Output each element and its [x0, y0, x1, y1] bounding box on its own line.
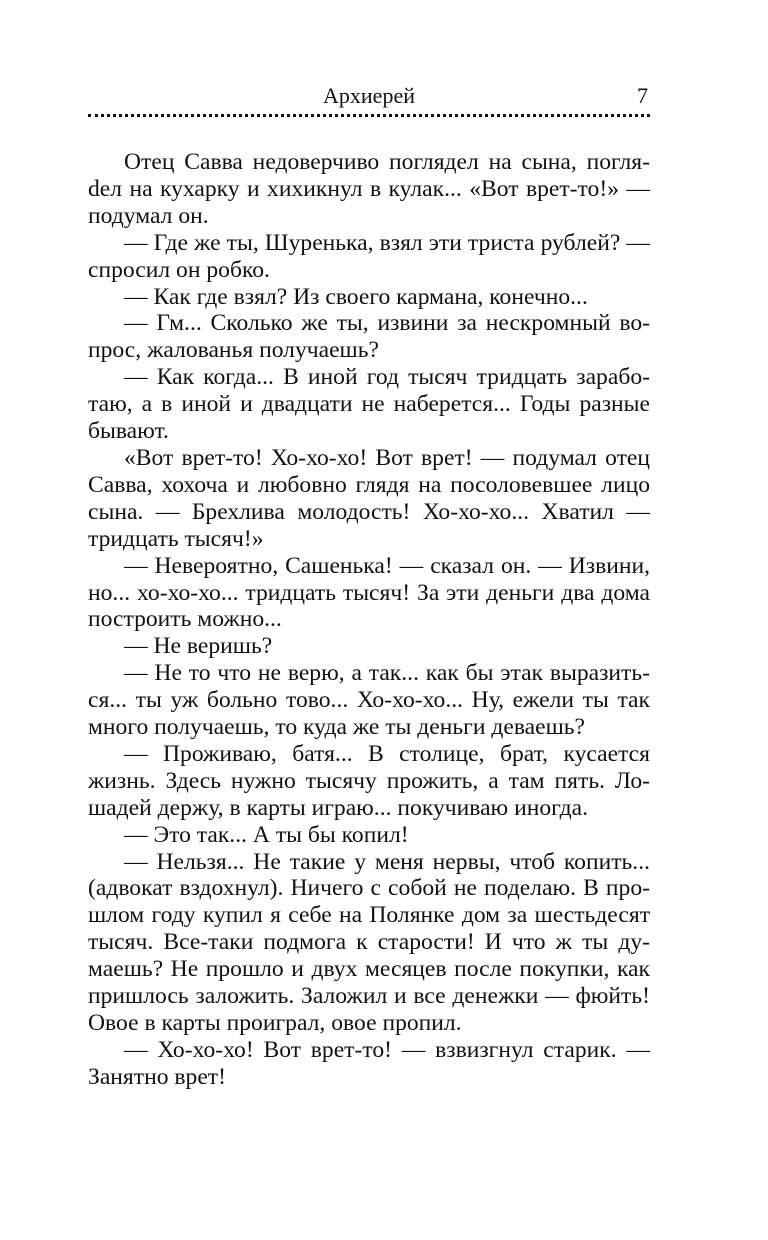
- paragraph: — Как когда... В иной год тысяч тридцать заработаю, а в иной и двадцати не наберется... Годы разные бывают.: [88, 364, 650, 445]
- paragraph: «Вот врет-то! Хо-хо-хо! Вот врет! — подумал отец Савва, хохоча и любовно глядя на посоловевшее лицо сына. — Брехлива молодость! Хо-хо-хо... Хватил — тридцать тысяч!»: [88, 444, 650, 552]
- book-page: [88, 82, 650, 1091]
- paragraph: — Не веришь?: [124, 633, 273, 660]
- body-text: [88, 149, 650, 1091]
- paragraph: — Нельзя... Не такие у меня нервы, чтоб копить... (адвокат вздохнул). Ничего с собой не поделаю. В прошлом году купил я себе на Полянке дом за шестьдесят тысяч. Все-таки подмога к старости! И что ж ты думаешь? Не прошло и двух месяцев после покупки, как пришлось заложить. Заложил и все денежки — фюйть! Овое в карты проиграл, овое пропил.: [88, 848, 650, 1036]
- paragraph: — Гм... Сколько же ты, извини за нескромный вопрос, жалованья получаешь?: [88, 310, 650, 364]
- paragraph: — Не то что не верю, а так... как бы этак выразиться... ты уж больно тово... Хо-хо-хо... Ну, ежели ты так много получаешь, то куда же ты деньги деваешь?: [88, 660, 650, 741]
- header-dotted-rule: [88, 114, 650, 117]
- paragraph: — Как где взял? Из своего кармана, конечно...: [124, 283, 588, 310]
- paragraph: — Это так... А ты бы копил!: [124, 821, 409, 848]
- paragraph: — Проживаю, батя... В столице, брат, кусается жизнь. Здесь нужно тысячу прожить, а там пять. Лошадей держу, в карты играю... покучиваю иногда.: [88, 740, 650, 821]
- page-number: 7: [637, 83, 648, 108]
- paragraph: — Невероятно, Сашенька! — сказал он. — Извини, но... хо-хо-хо... тридцать тысяч! За эти деньги два дома построить можно...: [88, 552, 650, 633]
- running-title: Архиерей: [323, 83, 415, 108]
- paragraph: — Хо-хо-хо! Вот врет-то! — взвизгнул старик. — Занятно врет!: [88, 1036, 650, 1090]
- running-head: [88, 82, 650, 114]
- paragraph: — Где же ты, Шуренька, взял эти триста рублей? — спросил он робко.: [88, 229, 650, 283]
- paragraph: Отец Савва недоверчиво поглядел на сына, погляdел на кухарку и хихикнул в кулак... «Вот врет-то!» — подумал он.: [88, 149, 650, 229]
